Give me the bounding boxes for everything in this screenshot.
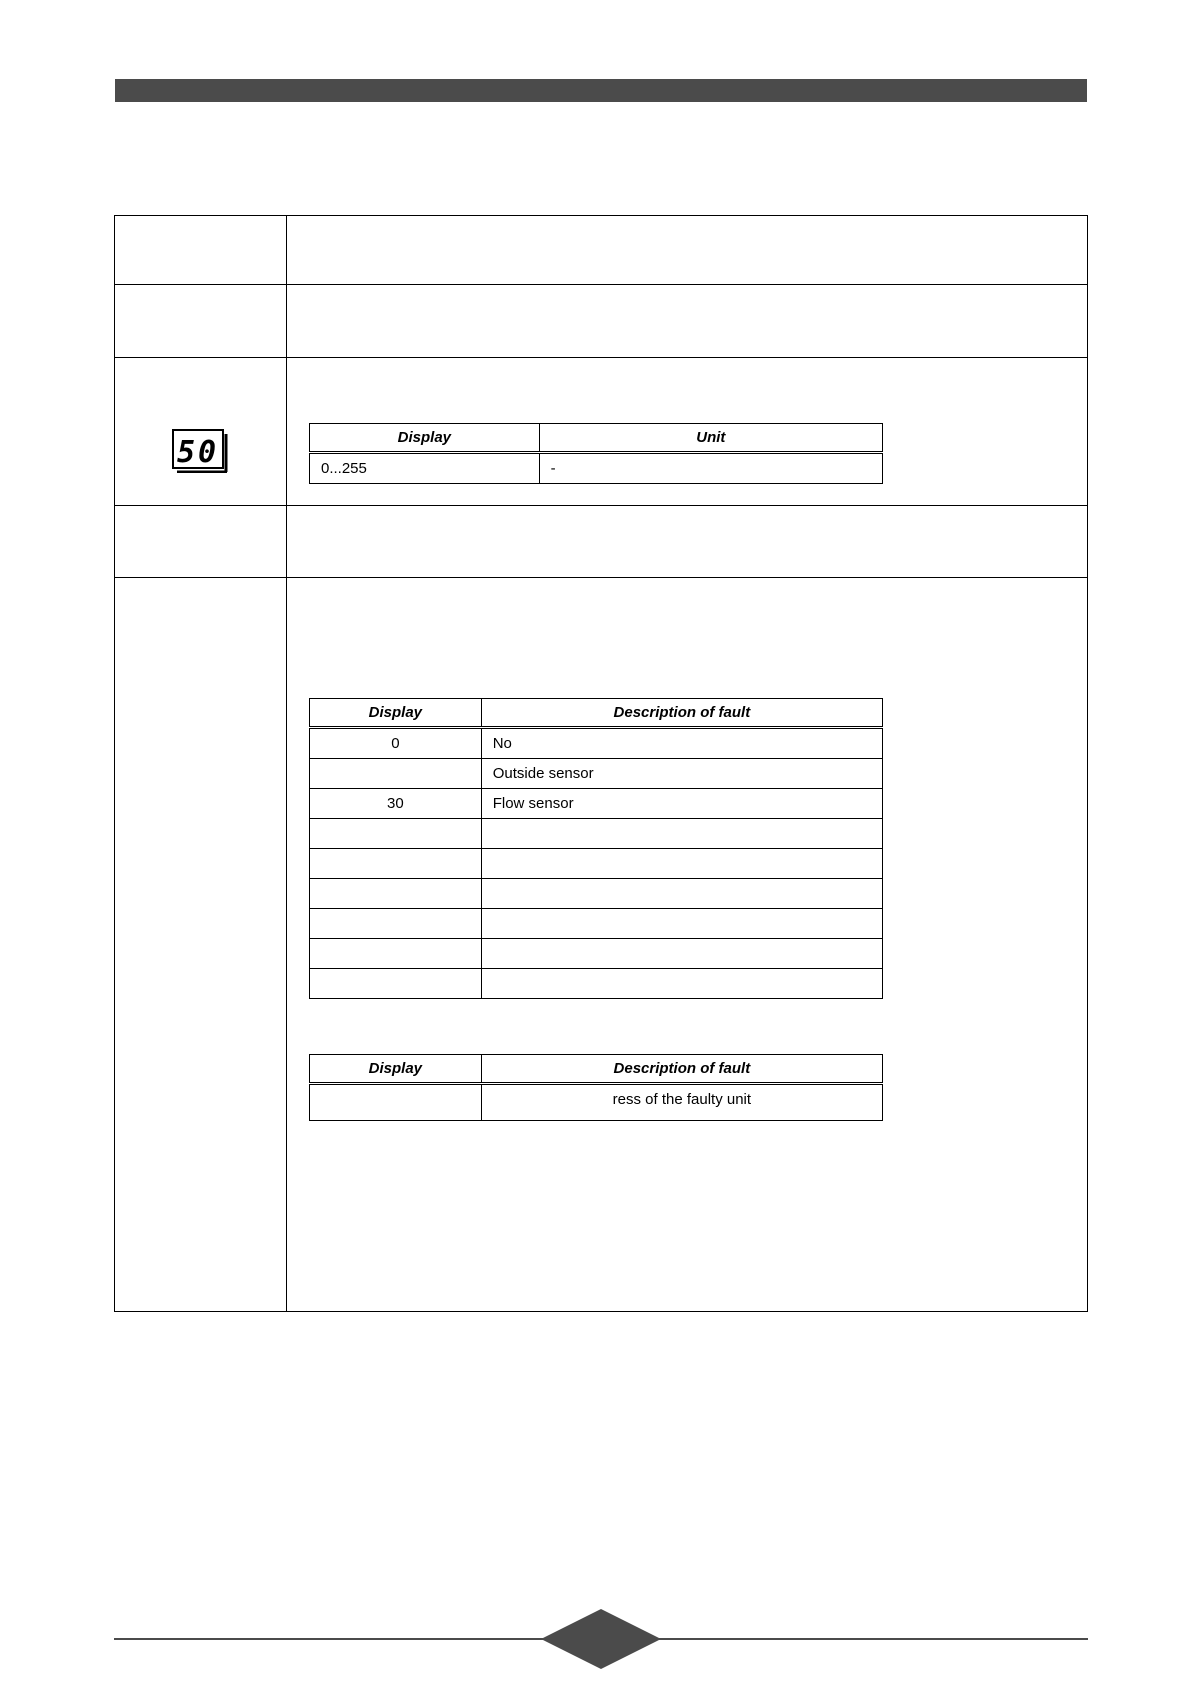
cell-description <box>481 879 882 909</box>
cell-description <box>481 849 882 879</box>
fault-code-table <box>309 698 883 999</box>
table-row <box>310 1084 883 1121</box>
column-header-description: Description of fault <box>481 699 882 728</box>
header-bar <box>115 79 1087 102</box>
cell-description: Outside sensor <box>481 759 882 789</box>
frame-row-divider <box>114 357 1088 358</box>
column-header-unit: Unit <box>539 424 882 453</box>
cell-description <box>481 939 882 969</box>
table-row <box>310 939 883 969</box>
column-header-display: Display <box>310 1055 482 1084</box>
frame-row-divider <box>114 577 1088 578</box>
cell-description: ress of the faulty unit <box>481 1084 882 1121</box>
column-header-display: Display <box>310 699 482 728</box>
cell-display: 0 <box>310 728 482 759</box>
cell-display <box>310 939 482 969</box>
cell-display: 30 <box>310 789 482 819</box>
table-row <box>310 909 883 939</box>
table-row <box>310 759 883 789</box>
cell-display <box>310 879 482 909</box>
cell-display <box>310 969 482 999</box>
frame-row-divider <box>114 284 1088 285</box>
fault-address-table <box>309 1054 883 1121</box>
table-row <box>310 728 883 759</box>
cell-display: 0...255 <box>310 453 540 484</box>
table-row <box>310 879 883 909</box>
lcd-display-icon <box>172 429 228 473</box>
cell-description <box>481 969 882 999</box>
column-header-display: Display <box>310 424 540 453</box>
unit-table <box>309 423 883 484</box>
lcd-display-value: 50 <box>176 435 220 470</box>
cell-display <box>310 819 482 849</box>
cell-description: Flow sensor <box>481 789 882 819</box>
table-row <box>310 789 883 819</box>
table-row <box>310 849 883 879</box>
cell-display <box>310 849 482 879</box>
table-row <box>310 819 883 849</box>
cell-description: No <box>481 728 882 759</box>
cell-description <box>481 909 882 939</box>
page-diamond-icon <box>541 1609 661 1669</box>
cell-unit: - <box>539 453 882 484</box>
column-header-description: Description of fault <box>481 1055 882 1084</box>
table-row <box>310 969 883 999</box>
frame-column-divider <box>286 215 287 1312</box>
cell-display <box>310 759 482 789</box>
cell-display <box>310 909 482 939</box>
table-row <box>310 453 883 484</box>
frame-row-divider <box>114 505 1088 506</box>
cell-display <box>310 1084 482 1121</box>
cell-description <box>481 819 882 849</box>
